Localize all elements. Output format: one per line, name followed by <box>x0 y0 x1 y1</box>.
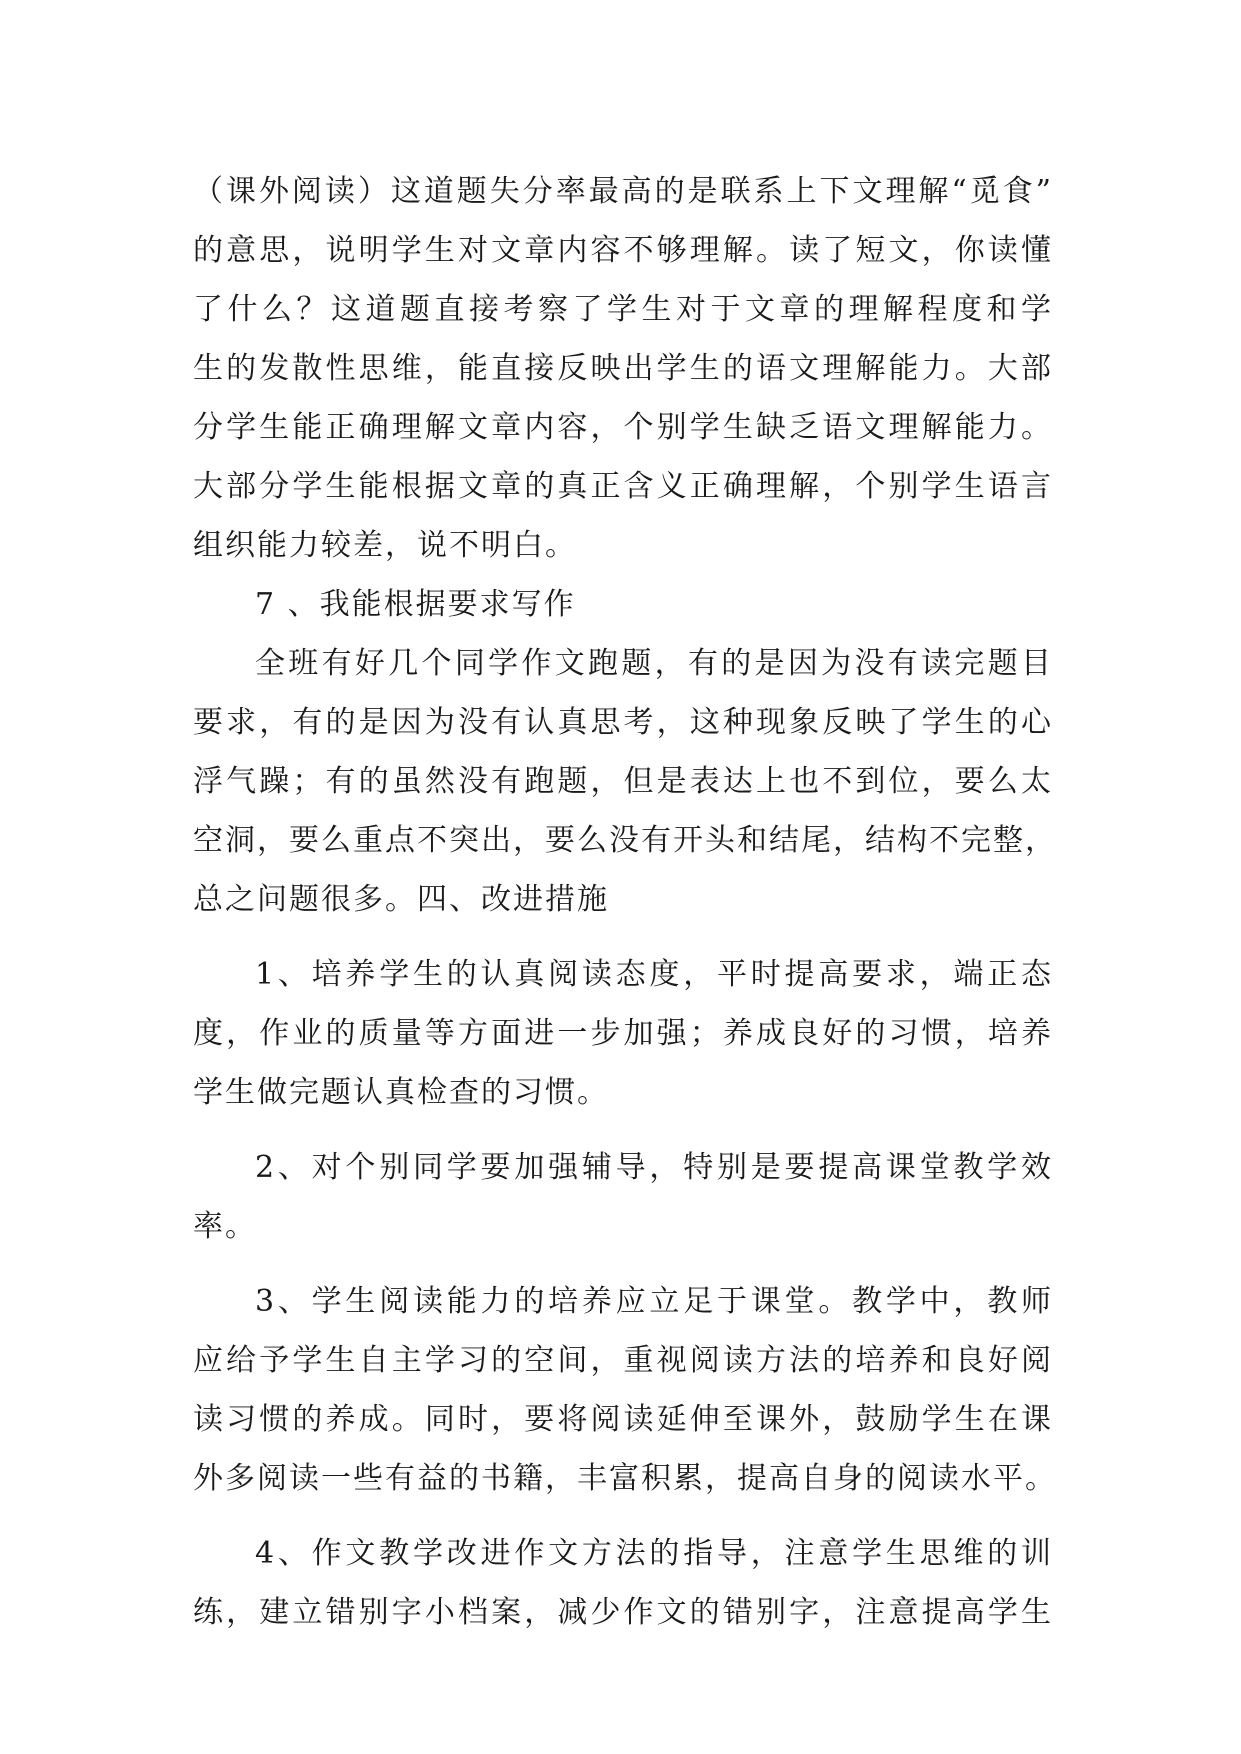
text-line: 4、作文教学改进作文方法的指导，注意学生思维的训 <box>255 1536 1053 1571</box>
text-line: 读习惯的养成。同时，要将阅读延伸至课外，鼓励学生在课 <box>193 1402 1053 1437</box>
text-line: 大部分学生能根据文章的真正含义正确理解，个别学生语言 <box>193 469 1053 504</box>
text-line: 率。 <box>193 1209 257 1244</box>
text-line: 生的发散性思维，能直接反映出学生的语文理解能力。大部 <box>193 351 1053 386</box>
text-line: 学生做完题认真检查的习惯。 <box>193 1075 609 1110</box>
text-line: 3、学生阅读能力的培养应立足于课堂。教学中，教师 <box>255 1284 1053 1319</box>
text-line: 练，建立错别字小档案，减少作文的错别字，注意提高学生 <box>193 1595 1053 1630</box>
text-line: 空洞，要么重点不突出，要么没有开头和结尾，结构不完整， <box>193 823 1057 858</box>
text-line: 要求，有的是因为没有认真思考，这种现象反映了学生的心 <box>193 705 1053 740</box>
text-line: 2、对个别同学要加强辅导，特别是要提高课堂教学效 <box>255 1150 1053 1185</box>
text-line: 外多阅读一些有益的书籍，丰富积累，提高自身的阅读水平。 <box>193 1461 1057 1496</box>
text-line: 1、培养学生的认真阅读态度，平时提高要求，端正态 <box>255 957 1053 992</box>
text-line: 分学生能正确理解文章内容，个别学生缺乏语文理解能力。 <box>193 410 1053 445</box>
text-line: 总之问题很多。四、改进措施 <box>193 882 609 917</box>
section-heading: 7 、我能根据要求写作 <box>255 587 576 622</box>
text-line: 浮气躁；有的虽然没有跑题，但是表达上也不到位，要么太 <box>193 764 1053 799</box>
text-line: 的意思，说明学生对文章内容不够理解。读了短文，你读懂 <box>193 233 1053 268</box>
text-line: 了什么？这道题直接考察了学生对于文章的理解程度和学 <box>193 292 1053 327</box>
text-line: 度，作业的质量等方面进一步加强；养成良好的习惯，培养 <box>193 1016 1053 1051</box>
text-line: （课外阅读）这道题失分率最高的是联系上下文理解“觅食” <box>193 174 1053 209</box>
text-line: 应给予学生自主学习的空间，重视阅读方法的培养和良好阅 <box>193 1343 1053 1378</box>
text-line: 组织能力较差，说不明白。 <box>193 528 577 563</box>
text-line: 全班有好几个同学作文跑题，有的是因为没有读完题目 <box>255 646 1053 681</box>
body-text <box>193 162 1057 1642</box>
